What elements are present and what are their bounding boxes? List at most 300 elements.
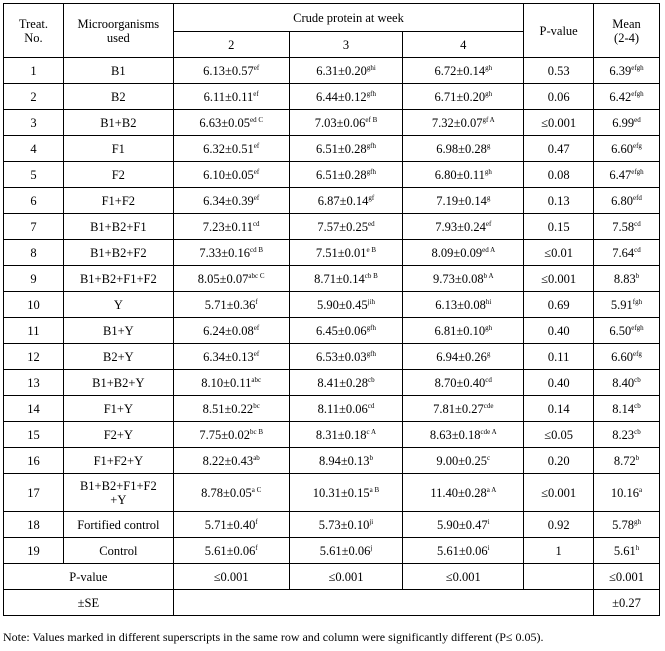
week-4-cell <box>403 110 524 136</box>
superscript-letters: cb <box>368 375 375 384</box>
superscript-letters: cb <box>634 375 641 384</box>
superscript-letters: b A <box>483 271 494 280</box>
p-value-cell: 0.06 <box>524 84 594 110</box>
value-text: 8.10±0.11 <box>201 375 252 390</box>
value-text: 6.94±0.26 <box>436 349 487 364</box>
mean-cell <box>594 474 660 512</box>
microorganism-cell: B1+B2+Y <box>63 370 173 396</box>
value-text: 10.16 <box>610 485 640 500</box>
superscript-letters: ed <box>634 115 641 124</box>
mean-cell <box>594 188 660 214</box>
header-crude-protein: Crude protein at week <box>173 4 523 32</box>
value-text: 6.80±0.11 <box>434 167 485 182</box>
superscript-letters: ef <box>253 63 260 72</box>
superscript-letters: h <box>635 543 640 552</box>
table-row <box>4 266 660 292</box>
superscript-letters: abc C <box>248 271 265 280</box>
value-text: 5.71±0.36 <box>204 297 256 312</box>
treat-no-cell: 14 <box>4 396 64 422</box>
p-value-cell: 0.92 <box>524 512 594 538</box>
table-row <box>4 110 660 136</box>
microorganism-cell: B1+B2+F1 <box>63 214 173 240</box>
superscript-letters: gf A <box>482 115 495 124</box>
week-4-cell <box>403 188 524 214</box>
value-text: 5.61±0.06 <box>437 543 488 558</box>
week-3-cell <box>289 214 403 240</box>
superscript-letters: b <box>369 453 374 462</box>
week-4-cell <box>403 292 524 318</box>
superscript-letters: gh <box>633 517 641 526</box>
microorganism-cell: F1+Y <box>63 396 173 422</box>
week-4-cell <box>403 318 524 344</box>
header-week-2: 2 <box>173 32 289 58</box>
p-value-mean: ≤0.001 <box>594 564 660 590</box>
superscript-letters: efgh <box>631 89 644 98</box>
superscript-letters: abc <box>251 375 262 384</box>
superscript-letters: ef <box>253 193 260 202</box>
superscript-letters: cb <box>634 427 641 436</box>
microorganism-cell: F2+Y <box>63 422 173 448</box>
week-3-cell <box>289 344 403 370</box>
table-row <box>4 344 660 370</box>
week-4-cell <box>403 474 524 512</box>
table-body <box>4 58 660 616</box>
header-mean: Mean (2-4) <box>594 4 660 58</box>
superscript-letters: gf <box>368 193 375 202</box>
value-text: 6.50 <box>609 323 632 338</box>
value-text: 8.09±0.09 <box>431 245 483 260</box>
superscript-letters: cd <box>634 245 641 254</box>
week-3-cell <box>289 396 403 422</box>
superscript-letters: efgh <box>631 323 644 332</box>
superscript-letters: j <box>370 543 373 552</box>
value-text: 8.11±0.06 <box>317 401 368 416</box>
week-4-cell <box>403 344 524 370</box>
value-text: 8.40 <box>612 375 635 390</box>
superscript-letters: jih <box>367 297 375 306</box>
microorganism-cell: B2 <box>63 84 173 110</box>
week-4-cell <box>403 266 524 292</box>
value-text: 6.32±0.51 <box>203 141 254 156</box>
p-value-row <box>4 564 660 590</box>
superscript-letters: e B <box>366 245 377 254</box>
value-text: 6.42 <box>609 89 632 104</box>
week-2-cell <box>173 474 289 512</box>
value-text: 5.73±0.10 <box>318 517 370 532</box>
superscript-letters: ef <box>253 349 260 358</box>
superscript-letters: efgh <box>631 167 644 176</box>
week-2-cell <box>173 162 289 188</box>
value-text: 5.71±0.40 <box>204 517 256 532</box>
superscript-letters: a C <box>251 485 262 494</box>
value-text: 7.51±0.01 <box>315 245 367 260</box>
mean-cell <box>594 396 660 422</box>
value-text: 6.51±0.28 <box>316 167 367 182</box>
treat-no-cell: 1 <box>4 58 64 84</box>
value-text: 7.32±0.07 <box>431 115 483 130</box>
superscript-letters: gfh <box>366 167 376 176</box>
superscript-letters: ef <box>253 167 260 176</box>
treat-no-cell: 12 <box>4 344 64 370</box>
week-4-cell <box>403 58 524 84</box>
week-4-cell <box>403 214 524 240</box>
se-empty <box>173 590 593 616</box>
week-2-cell <box>173 266 289 292</box>
microorganism-cell: Control <box>63 538 173 564</box>
table-row <box>4 214 660 240</box>
p-value-cell: 0.15 <box>524 214 594 240</box>
mean-cell <box>594 370 660 396</box>
superscript-letters: cd <box>634 219 641 228</box>
mean-cell <box>594 266 660 292</box>
value-text: 6.60 <box>611 141 633 156</box>
superscript-letters: i <box>487 543 490 552</box>
value-text: 8.78±0.05 <box>201 485 252 500</box>
superscript-letters: gh <box>484 167 492 176</box>
p-value-cell: 0.14 <box>524 396 594 422</box>
week-2-cell <box>173 84 289 110</box>
table-row <box>4 370 660 396</box>
table-row <box>4 318 660 344</box>
table-row <box>4 188 660 214</box>
value-text: 6.10±0.05 <box>203 167 254 182</box>
week-4-cell <box>403 512 524 538</box>
superscript-letters: a A <box>486 485 497 494</box>
superscript-letters: cd B <box>249 245 264 254</box>
week-4-cell <box>403 538 524 564</box>
p-value-cell: ≤0.05 <box>524 422 594 448</box>
superscript-letters: cd <box>485 375 492 384</box>
microorganism-cell: F1+F2 <box>63 188 173 214</box>
treat-no-cell: 16 <box>4 448 64 474</box>
value-text: 7.75±0.02 <box>199 427 250 442</box>
p-value-cell: 0.40 <box>524 370 594 396</box>
table-row <box>4 292 660 318</box>
week-2-cell <box>173 214 289 240</box>
superscript-letters: gfh <box>366 141 376 150</box>
microorganism-cell: F1 <box>63 136 173 162</box>
value-text: 6.87±0.14 <box>317 193 369 208</box>
week-3-cell <box>289 318 403 344</box>
superscript-letters: gh <box>485 323 493 332</box>
week-3-cell <box>289 512 403 538</box>
value-text: 6.47 <box>609 167 632 182</box>
week-3-cell <box>289 292 403 318</box>
week-2-cell <box>173 136 289 162</box>
value-text: 8.22±0.43 <box>202 453 254 468</box>
table-row <box>4 84 660 110</box>
value-text: 8.41±0.28 <box>317 375 368 390</box>
superscript-letters: a <box>639 485 643 494</box>
superscript-letters: cd <box>252 219 260 228</box>
value-text: 6.45±0.06 <box>316 323 367 338</box>
mean-cell <box>594 292 660 318</box>
mean-cell <box>594 422 660 448</box>
week-3-cell <box>289 422 403 448</box>
week-4-cell <box>403 370 524 396</box>
p-value-cell: 0.11 <box>524 344 594 370</box>
superscript-letters: c <box>487 453 491 462</box>
mean-cell <box>594 136 660 162</box>
value-text: 8.31±0.18 <box>315 427 367 442</box>
superscript-letters: ef <box>253 141 260 150</box>
treat-no-cell: 13 <box>4 370 64 396</box>
value-text: 7.33±0.16 <box>199 245 250 260</box>
mean-cell <box>594 110 660 136</box>
week-2-cell <box>173 448 289 474</box>
table-row <box>4 538 660 564</box>
value-text: 6.39 <box>609 63 632 78</box>
week-2-cell <box>173 58 289 84</box>
value-text: 8.83 <box>613 271 636 286</box>
header-week-4: 4 <box>403 32 524 58</box>
table-row <box>4 240 660 266</box>
value-text: 8.71±0.14 <box>314 271 365 286</box>
microorganism-cell: F1+F2+Y <box>63 448 173 474</box>
microorganism-cell: B1+B2+F1+F2 <box>63 266 173 292</box>
value-text: 5.61 <box>613 543 636 558</box>
se-mean: ±0.27 <box>594 590 660 616</box>
microorganism-cell: B1 <box>63 58 173 84</box>
table-row <box>4 448 660 474</box>
value-text: 6.34±0.39 <box>203 193 254 208</box>
header-microorganisms: Microorganisms used <box>63 4 173 58</box>
treat-no-cell: 7 <box>4 214 64 240</box>
superscript-letters: f <box>255 543 258 552</box>
treat-no-cell: 8 <box>4 240 64 266</box>
superscript-letters: efg <box>632 349 642 358</box>
p-value-cell: ≤0.001 <box>524 110 594 136</box>
p-value-row-label: P-value <box>4 564 174 590</box>
value-text: 5.61±0.06 <box>319 543 371 558</box>
value-text: 6.60 <box>611 349 633 364</box>
microorganism-cell: Fortified control <box>63 512 173 538</box>
se-row <box>4 590 660 616</box>
treat-no-cell: 10 <box>4 292 64 318</box>
microorganism-cell: Y <box>63 292 173 318</box>
treat-no-cell: 2 <box>4 84 64 110</box>
value-text: 9.00±0.25 <box>436 453 488 468</box>
week-2-cell <box>173 318 289 344</box>
week-3-cell <box>289 474 403 512</box>
value-text: 6.34±0.13 <box>203 349 254 364</box>
p-value-cell: ≤0.01 <box>524 240 594 266</box>
value-text: 6.53±0.03 <box>316 349 367 364</box>
superscript-letters: cde A <box>480 427 497 436</box>
superscript-letters: ef <box>253 323 260 332</box>
table-row <box>4 396 660 422</box>
p-value-cell: 1 <box>524 538 594 564</box>
treat-no-cell: 3 <box>4 110 64 136</box>
value-text: 6.98±0.28 <box>436 141 487 156</box>
week-2-cell <box>173 292 289 318</box>
superscript-letters: efgh <box>631 63 644 72</box>
value-text: 7.19±0.14 <box>436 193 487 208</box>
value-text: 8.14 <box>612 401 635 416</box>
p-value-cell: 0.40 <box>524 318 594 344</box>
table-row <box>4 422 660 448</box>
value-text: 8.51±0.22 <box>202 401 254 416</box>
p-value-cell: 0.53 <box>524 58 594 84</box>
week-3-cell <box>289 136 403 162</box>
value-text: 7.23±0.11 <box>202 219 253 234</box>
week-2-cell <box>173 188 289 214</box>
value-text: 10.31±0.15 <box>312 485 370 500</box>
microorganism-cell: B1+Y <box>63 318 173 344</box>
week-2-cell <box>173 422 289 448</box>
week-2-cell <box>173 370 289 396</box>
superscript-letters: gfh <box>366 89 376 98</box>
superscript-letters: gh <box>485 63 493 72</box>
superscript-letters: ef <box>253 89 259 98</box>
week-3-cell <box>289 370 403 396</box>
header-week-3: 3 <box>289 32 403 58</box>
superscript-letters: g <box>486 349 491 358</box>
p-value-cell: 0.20 <box>524 448 594 474</box>
superscript-letters: ji <box>369 517 374 526</box>
microorganism-cell: B2+Y <box>63 344 173 370</box>
treat-no-cell: 4 <box>4 136 64 162</box>
value-text: 7.03±0.06 <box>314 115 366 130</box>
superscript-letters: gfh <box>366 349 376 358</box>
treat-no-cell: 18 <box>4 512 64 538</box>
table-row <box>4 58 660 84</box>
p-value-week-2: ≤0.001 <box>173 564 289 590</box>
mean-cell <box>594 538 660 564</box>
value-text: 6.81±0.10 <box>434 323 486 338</box>
week-2-cell <box>173 512 289 538</box>
superscript-letters: f <box>255 297 258 306</box>
superscript-letters: c A <box>366 427 377 436</box>
value-text: 5.90±0.47 <box>437 517 488 532</box>
p-value-week-3: ≤0.001 <box>289 564 403 590</box>
superscript-letters: fgh <box>632 297 643 306</box>
superscript-letters: bc <box>253 401 260 410</box>
value-text: 8.05±0.07 <box>197 271 249 286</box>
value-text: 6.99 <box>612 115 635 130</box>
p-value-cell: 0.13 <box>524 188 594 214</box>
mean-cell <box>594 240 660 266</box>
treat-no-cell: 9 <box>4 266 64 292</box>
superscript-letters: gfh <box>366 323 376 332</box>
value-text: 6.71±0.20 <box>434 89 486 104</box>
se-row-label: ±SE <box>4 590 174 616</box>
week-2-cell <box>173 538 289 564</box>
value-text: 7.57±0.25 <box>317 219 368 234</box>
week-2-cell <box>173 110 289 136</box>
week-3-cell <box>289 84 403 110</box>
week-3-cell <box>289 162 403 188</box>
value-text: 8.94±0.13 <box>318 453 370 468</box>
value-text: 7.64 <box>612 245 635 260</box>
p-value-cell: 0.47 <box>524 136 594 162</box>
superscript-letters: cd <box>367 401 375 410</box>
mean-cell <box>594 318 660 344</box>
superscript-letters: ghi <box>366 63 376 72</box>
value-text: 6.44±0.12 <box>316 89 367 104</box>
value-text: 5.90±0.45 <box>316 297 368 312</box>
week-4-cell <box>403 422 524 448</box>
value-text: 7.81±0.27 <box>433 401 484 416</box>
week-4-cell <box>403 136 524 162</box>
value-text: 6.51±0.28 <box>316 141 367 156</box>
value-text: 7.58 <box>612 219 635 234</box>
week-4-cell <box>403 162 524 188</box>
value-text: 8.23 <box>612 427 635 442</box>
superscript-letters: f <box>255 517 258 526</box>
p-value-empty <box>524 564 594 590</box>
value-text: 8.63±0.18 <box>429 427 481 442</box>
superscript-letters: ed <box>368 219 375 228</box>
superscript-letters: b <box>635 271 640 280</box>
week-4-cell <box>403 396 524 422</box>
superscript-letters: ef B <box>365 115 378 124</box>
microorganism-cell: B1+B2+F2 <box>63 240 173 266</box>
week-4-cell <box>403 84 524 110</box>
superscript-letters: a B <box>369 485 380 494</box>
superscript-letters: b <box>635 453 640 462</box>
week-3-cell <box>289 266 403 292</box>
value-text: 6.24±0.08 <box>203 323 254 338</box>
superscript-letters: g <box>486 193 491 202</box>
mean-cell <box>594 344 660 370</box>
value-text: 9.73±0.08 <box>433 271 484 286</box>
week-3-cell <box>289 58 403 84</box>
treat-no-cell: 11 <box>4 318 64 344</box>
microorganism-cell: F2 <box>63 162 173 188</box>
header-treat-no: Treat. No. <box>4 4 64 58</box>
value-text: 6.63±0.05 <box>199 115 250 130</box>
value-text: 6.31±0.20 <box>316 63 367 78</box>
value-text: 6.13±0.08 <box>435 297 486 312</box>
week-3-cell <box>289 240 403 266</box>
treat-no-cell: 6 <box>4 188 64 214</box>
mean-cell <box>594 448 660 474</box>
superscript-letters: ef <box>485 219 492 228</box>
week-2-cell <box>173 240 289 266</box>
superscript-letters: ed C <box>249 115 264 124</box>
mean-cell <box>594 162 660 188</box>
p-value-cell: ≤0.001 <box>524 266 594 292</box>
superscript-letters: cde <box>483 401 494 410</box>
treat-no-cell: 15 <box>4 422 64 448</box>
p-value-cell: 0.08 <box>524 162 594 188</box>
value-text: 7.93±0.24 <box>435 219 486 234</box>
mean-cell <box>594 84 660 110</box>
value-text: 6.72±0.14 <box>434 63 486 78</box>
week-3-cell <box>289 110 403 136</box>
mean-cell <box>594 512 660 538</box>
value-text: 6.13±0.57 <box>203 63 254 78</box>
week-4-cell <box>403 448 524 474</box>
superscript-letters: cb B <box>364 271 378 280</box>
value-text: 8.70±0.40 <box>434 375 486 390</box>
value-text: 6.80 <box>611 193 633 208</box>
week-2-cell <box>173 344 289 370</box>
week-4-cell <box>403 240 524 266</box>
value-text: 5.91 <box>610 297 633 312</box>
superscript-letters: bc B <box>249 427 264 436</box>
superscript-letters: efg <box>632 141 642 150</box>
p-value-week-4: ≤0.001 <box>403 564 524 590</box>
mean-cell <box>594 58 660 84</box>
p-value-cell: 0.69 <box>524 292 594 318</box>
crude-protein-table <box>3 3 660 616</box>
week-3-cell <box>289 188 403 214</box>
week-2-cell <box>173 396 289 422</box>
value-text: 8.72 <box>613 453 636 468</box>
value-text: 5.61±0.06 <box>204 543 256 558</box>
